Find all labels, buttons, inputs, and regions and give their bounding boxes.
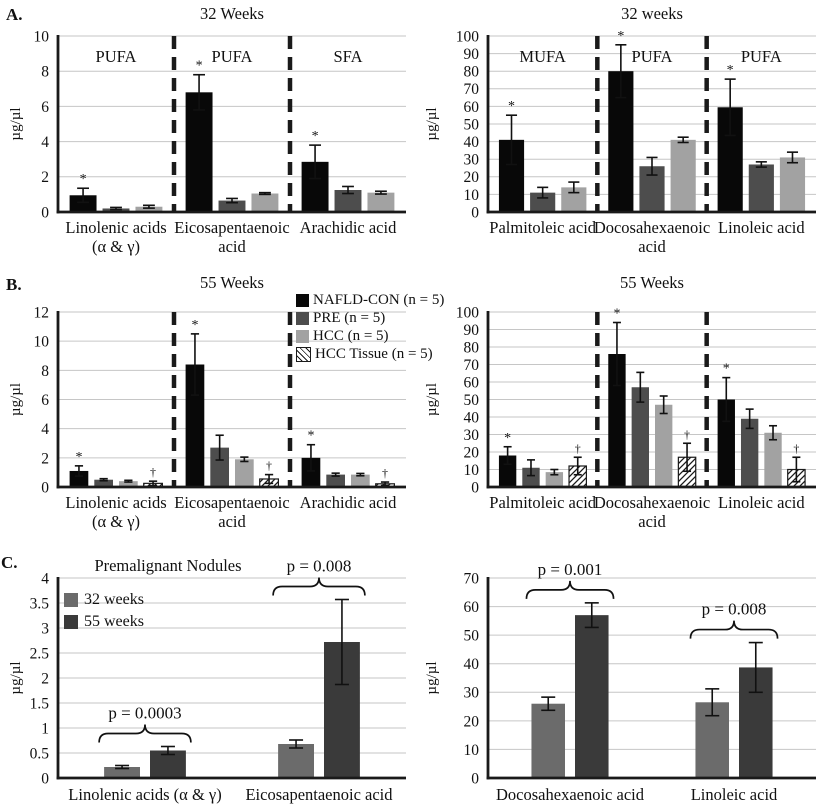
- category-label: Linolenic acids (α & γ): [68, 785, 222, 804]
- significance-marker: *: [307, 428, 315, 444]
- section-label: PUFA: [211, 47, 253, 66]
- chart-svg-b-right: [412, 268, 824, 548]
- y-tick-label: 2: [41, 169, 49, 187]
- category-label: acid: [218, 237, 246, 256]
- y-tick-label: 2: [41, 450, 49, 468]
- panel-label-a: A.: [6, 5, 23, 24]
- p-value-label: p = 0.008: [286, 556, 352, 576]
- bar: [749, 164, 774, 212]
- significance-marker: †: [382, 466, 389, 481]
- legend-swatch-55-weeks: [64, 615, 78, 629]
- category-label: Linoleic acid: [718, 493, 805, 512]
- y-tick-label: 0: [41, 204, 49, 222]
- y-tick-label: 8: [41, 63, 49, 81]
- legend-item-55-weeks: [64, 611, 144, 633]
- y-tick-label: 40: [463, 409, 479, 427]
- y-tick-label: 3.5: [29, 595, 49, 613]
- chart-svg-a-right: [412, 0, 824, 268]
- category-label: (α & γ): [91, 512, 141, 531]
- y-tick-label: 40: [463, 134, 479, 152]
- y-tick-label: 10: [463, 741, 479, 759]
- y-tick-label: 0: [471, 479, 479, 497]
- y-tick-label: 1.5: [29, 695, 49, 713]
- y-tick-label: 0: [471, 204, 479, 222]
- y-tick-label: 50: [463, 116, 479, 134]
- y-tick-label: 2.5: [29, 645, 49, 663]
- chart-b-right: [412, 268, 824, 548]
- category-label: Eicosapentaenoic acid: [245, 785, 393, 804]
- section-label: PUFA: [631, 47, 673, 66]
- chart-title: Premalignant Nodules: [94, 556, 242, 575]
- y-tick-label: 2: [41, 670, 49, 688]
- y-tick-label: 50: [463, 627, 479, 645]
- y-tick-label: 90: [463, 321, 479, 339]
- y-tick-label: 4: [41, 570, 49, 588]
- legend-label-32-weeks: 32 weeks: [84, 591, 144, 608]
- chart-a-right: [412, 0, 824, 268]
- bar: [235, 459, 254, 487]
- y-tick-label: 70: [463, 356, 479, 374]
- y-tick-label: 80: [463, 63, 479, 81]
- y-tick-label: 4: [41, 421, 49, 439]
- y-tick-label: 70: [463, 81, 479, 99]
- legend-item-nafld-con: [296, 291, 444, 309]
- legend-swatch-32-weeks: [64, 593, 78, 607]
- chart-svg-c-left: [0, 548, 412, 808]
- chart-title: 55 Weeks: [620, 273, 684, 292]
- section-label: MUFA: [519, 47, 566, 66]
- category-label: Docosahexaenoic: [593, 493, 711, 512]
- category-label: acid: [638, 237, 666, 256]
- y-tick-label: 10: [463, 461, 479, 479]
- y-tick-label: 40: [463, 656, 479, 674]
- y-tick-label: 20: [463, 713, 479, 731]
- significance-marker: †: [574, 441, 581, 456]
- category-label: Linoleic acid: [690, 785, 778, 804]
- y-tick-label: 3: [41, 620, 49, 638]
- y-axis-label: µg/µl: [8, 661, 24, 695]
- legend-item-hcc-tissue: [296, 345, 444, 363]
- y-tick-label: 10: [33, 333, 49, 351]
- p-value-label: p = 0.0003: [108, 703, 182, 723]
- significance-marker: †: [793, 441, 800, 456]
- y-axis-label: µg/µl: [424, 661, 440, 695]
- y-tick-label: 60: [463, 374, 479, 392]
- y-tick-label: 30: [463, 684, 479, 702]
- significance-marker: *: [311, 129, 319, 145]
- significance-marker: *: [617, 28, 625, 44]
- y-tick-label: 90: [463, 46, 479, 64]
- significance-marker: *: [613, 306, 621, 322]
- section-label: PUFA: [740, 47, 782, 66]
- category-label: Palmitoleic acid: [489, 493, 597, 512]
- legend-label-hcc-tissue: HCC Tissue (n = 5): [315, 345, 433, 362]
- section-label: SFA: [333, 47, 363, 66]
- y-tick-label: 60: [463, 98, 479, 116]
- bar: [671, 140, 696, 212]
- y-axis-label: µg/µl: [424, 382, 440, 417]
- y-tick-label: 0.5: [29, 745, 49, 763]
- category-label: acid: [218, 512, 246, 531]
- y-axis-label: µg/µl: [8, 107, 24, 141]
- category-label: Eicosapentaenoic: [174, 218, 290, 237]
- legend-label-nafld-con: NAFLD-CON (n = 5): [313, 291, 445, 308]
- category-label: Linolenic acids: [65, 493, 167, 512]
- bar: [655, 405, 672, 487]
- category-label: Docosahexaenoic: [593, 218, 711, 237]
- significance-brace: [99, 725, 191, 743]
- legend-swatch-hcc: [296, 330, 309, 343]
- section-label: PUFA: [95, 47, 137, 66]
- bar: [764, 433, 781, 487]
- chart-c-right: [412, 548, 824, 808]
- legend-label-pre: PRE (n = 5): [313, 309, 386, 326]
- p-value-label: p = 0.001: [537, 559, 603, 579]
- significance-marker: *: [195, 58, 203, 74]
- significance-marker: *: [722, 361, 730, 377]
- significance-marker: †: [266, 458, 273, 473]
- significance-marker: *: [79, 172, 87, 188]
- legend-item-pre: [296, 309, 444, 327]
- legend-panel-b: [296, 291, 444, 363]
- chart-svg-c-right: [412, 548, 824, 808]
- significance-marker: *: [504, 430, 512, 446]
- significance-marker: *: [726, 63, 734, 79]
- bar: [251, 194, 278, 212]
- legend-panel-c: [64, 589, 144, 633]
- significance-marker: †: [684, 427, 691, 442]
- panel-label-c: C.: [1, 553, 18, 572]
- y-tick-label: 30: [463, 426, 479, 444]
- category-label: Eicosapentaenoic: [174, 493, 290, 512]
- bar: [367, 193, 394, 212]
- chart-title: 32 weeks: [621, 4, 683, 23]
- category-label: Arachidic acid: [299, 218, 397, 237]
- y-tick-label: 12: [33, 304, 49, 322]
- y-tick-label: 6: [41, 98, 49, 116]
- y-tick-label: 8: [41, 362, 49, 380]
- significance-brace: [690, 621, 777, 639]
- y-tick-label: 30: [463, 151, 479, 169]
- legend-label-hcc: HCC (n = 5): [313, 327, 389, 344]
- y-tick-label: 0: [41, 770, 49, 788]
- bar: [780, 157, 805, 212]
- legend-item-hcc: [296, 327, 444, 345]
- y-tick-label: 50: [463, 391, 479, 409]
- legend-swatch-nafld-con: [296, 294, 309, 307]
- category-label: (α & γ): [91, 237, 141, 256]
- y-tick-label: 0: [41, 479, 49, 497]
- significance-brace: [273, 578, 365, 596]
- y-tick-label: 10: [33, 28, 49, 46]
- y-tick-label: 10: [463, 186, 479, 204]
- y-tick-label: 4: [41, 134, 49, 152]
- category-label: Docosahexaenoic acid: [496, 785, 644, 804]
- category-label: Arachidic acid: [299, 493, 397, 512]
- legend-swatch-pre: [296, 312, 309, 325]
- chart-c-left: [0, 548, 412, 808]
- y-tick-label: 100: [455, 28, 479, 46]
- significance-marker: *: [75, 449, 83, 465]
- chart-title: 55 Weeks: [200, 273, 264, 292]
- y-tick-label: 70: [463, 570, 479, 588]
- legend-swatch-hcc-tissue: [296, 347, 311, 362]
- significance-marker: †: [150, 465, 157, 480]
- chart-a-left: [0, 0, 412, 268]
- y-axis-label: µg/µl: [424, 107, 440, 141]
- panel-label-b: B.: [6, 275, 22, 294]
- y-tick-label: 20: [463, 444, 479, 462]
- chart-title: 32 Weeks: [200, 4, 264, 23]
- bar: [531, 704, 565, 778]
- legend-item-32-weeks: [64, 589, 144, 611]
- y-axis-label: µg/µl: [8, 382, 24, 417]
- y-tick-label: 6: [41, 391, 49, 409]
- y-tick-label: 20: [463, 169, 479, 187]
- y-tick-label: 1: [41, 720, 49, 738]
- chart-svg-a-left: [0, 0, 412, 268]
- y-tick-label: 100: [455, 304, 479, 322]
- category-label: Linolenic acids: [65, 218, 167, 237]
- significance-marker: *: [191, 317, 199, 333]
- y-tick-label: 60: [463, 598, 479, 616]
- category-label: Palmitoleic acid: [489, 218, 597, 237]
- category-label: Linoleic acid: [718, 218, 805, 237]
- p-value-label: p = 0.008: [701, 599, 767, 619]
- y-tick-label: 80: [463, 339, 479, 357]
- significance-brace: [526, 581, 613, 599]
- category-label: acid: [638, 512, 666, 531]
- bar: [278, 744, 314, 778]
- legend-label-55-weeks: 55 weeks: [84, 613, 144, 630]
- y-tick-label: 0: [471, 770, 479, 788]
- bar: [575, 615, 609, 778]
- significance-marker: *: [508, 99, 516, 115]
